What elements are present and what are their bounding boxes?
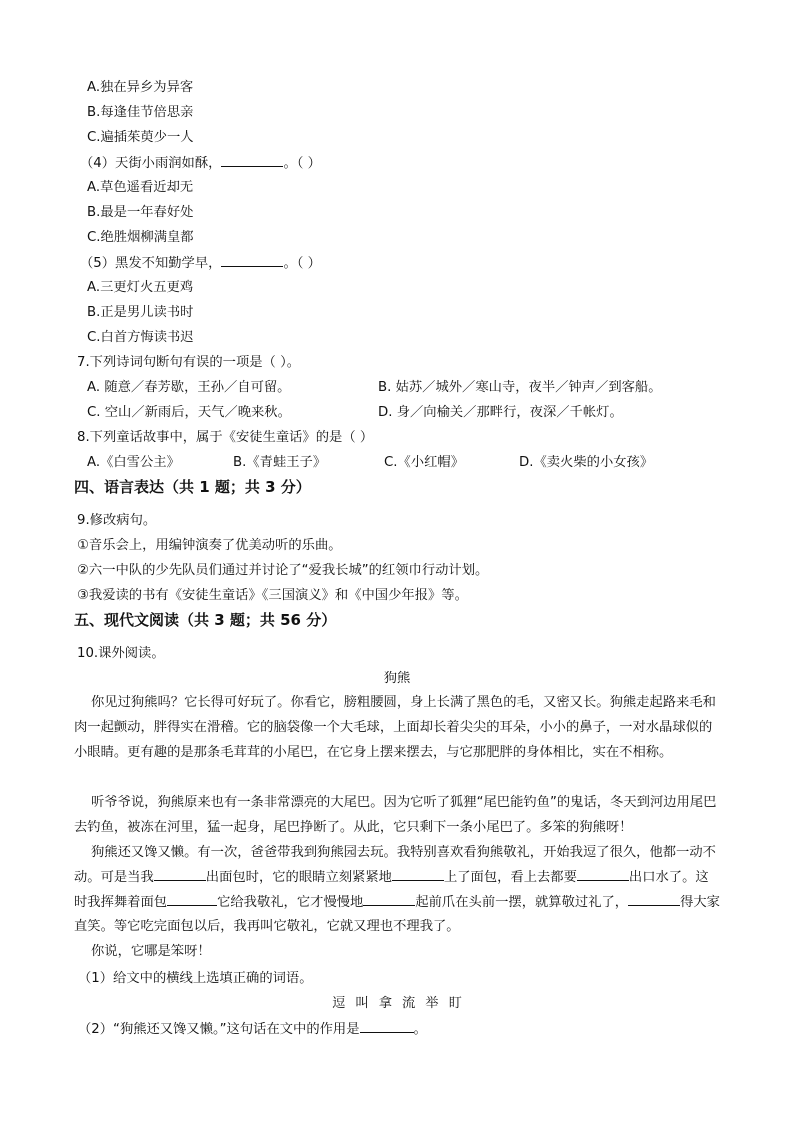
q6-5-option-b: B.正是男儿读书时 — [87, 305, 194, 320]
q10-sub-2-blank — [360, 1020, 414, 1033]
fill-blank-5 — [363, 893, 415, 906]
q10-sub-2-prefix: （2）“狗熊还又馋又懒。”这句话在文中的作用是 — [78, 1022, 360, 1037]
paragraph-3-part-3: 上了面包，看上去都要 — [443, 869, 577, 885]
q6-5-suffix: 。（ ） — [283, 256, 321, 271]
article-title: 狗熊 — [383, 671, 411, 686]
q6-4-suffix: 。（ ） — [283, 156, 321, 171]
q8-option-a: A.《白雪公主》 — [87, 455, 180, 470]
paragraph-3-part-6: 起前爪在头前一摆，就算敬过礼了， — [415, 894, 629, 910]
word-bank-item: 逗 — [332, 996, 346, 1011]
q9-sentence-1: ①音乐会上，用编钟演奏了优美动听的乐曲。 — [77, 538, 342, 553]
q8-option-b: B.《青蛙王子》 — [233, 455, 327, 470]
q6-5-blank — [221, 254, 283, 267]
q10-sub-1: （1）给文中的横线上选填正确的词语。 — [78, 971, 313, 986]
q6-3-option-b: B.每逢佳节倍思亲 — [87, 105, 194, 120]
q6-4-option-c: C.绝胜烟柳满皇都 — [87, 230, 194, 245]
section-4-heading: 四、语言表达（共 1 题；共 3 分） — [74, 478, 311, 496]
fill-blank-4 — [167, 893, 217, 906]
fill-blank-1 — [154, 868, 206, 881]
word-bank-item: 叫 — [355, 996, 369, 1011]
q6-3-option-c: C.遍插茱萸少一人 — [87, 130, 194, 145]
q7-option-c: C. 空山／新雨后，天气／晚来秋。 — [87, 405, 291, 420]
q6-3-option-a: A.独在异乡为异客 — [87, 80, 194, 95]
word-bank — [0, 995, 794, 1013]
q9-sentence-3: ③我爱读的书有《安徒生童话》《三国演义》和《中国少年报》等。 — [77, 588, 468, 603]
word-bank-item: 流 — [402, 996, 416, 1011]
q6-5-option-a: A.三更灯火五更鸡 — [87, 280, 194, 295]
word-bank-item: 拿 — [378, 996, 392, 1011]
fill-blank-3 — [577, 868, 629, 881]
article-paragraph-1: 你见过狗熊吗？它长得可好玩了。你看它，膀粗腰圆，身上长满了黑色的毛，又密又长。狗熊走起路来毛和肉一起颤动，胖得实在滑稽。它的脑袋像一个大毛球，上面却长着尖尖的耳朵，小小的鼻子，一对水晶球似的小眼睛。更有趣的是那条毛茸茸的小尾巴，在它身上摆来摆去，与它那肥胖的身体相比，实在不相称。 — [74, 695, 716, 760]
q8-stem: 8.下列童话故事中，属于《安徒生童话》的是（ ） — [77, 430, 374, 445]
q9-sentence-2: ②六一中队的少先队员们通过并讨论了“爱我长城”的红领巾行动计划。 — [77, 563, 489, 578]
paragraph-3-part-4: 出口水了。这时我挥舞着面包 — [74, 869, 709, 910]
paragraph-3-part-7: 得大家直笑。等它吃完面包以后，我再叫它敬礼，它就又理也不理我了。 — [74, 894, 720, 935]
q7-option-b: B. 姑苏／城外／寒山寺，夜半／钟声／到客船。 — [378, 380, 662, 395]
q6-4-option-b: B.最是一年春好处 — [87, 205, 194, 220]
q9-stem: 9.修改病句。 — [77, 513, 157, 528]
article-paragraph-2: 听爷爷说，狗熊原来也有一条非常漂亮的大尾巴。因为它听了狐狸“尾巴能钓鱼”的鬼话，冬天到河边用尾巴去钓鱼，被冻在河里，猛一起身，尾巴挣断了。从此，它只剩下一条小尾巴了。多笨的狗熊呀！ — [74, 795, 717, 835]
q7-option-d: D. 身／向榆关／那畔行，夜深／千帐灯。 — [378, 405, 623, 420]
q10-stem: 10.课外阅读。 — [77, 646, 165, 661]
q6-4-stem — [80, 154, 321, 173]
q7-stem: 7.下列诗词句断句有误的一项是（ ）。 — [77, 355, 301, 370]
paragraph-3-part-2: 出面包时，它的眼睛立刻紧紧地 — [205, 869, 392, 885]
word-bank-item: 举 — [425, 996, 439, 1011]
q10-sub-2 — [78, 1020, 427, 1039]
q7-option-a: A. 随意／春芳歇，王孙／自可留。 — [87, 380, 291, 395]
q8-option-d: D.《卖火柴的小女孩》 — [519, 455, 654, 470]
q8-option-c: C.《小红帽》 — [384, 455, 464, 470]
q10-sub-2-suffix: 。 — [413, 1022, 427, 1037]
paragraph-3-part-1: 狗熊还又馋又懒。有一次，爸爸带我到狗熊园去玩。我特别喜欢看狗熊敬礼，开始我逗了很久，他都一动不动。可是当我 — [74, 845, 716, 885]
q6-5-stem — [80, 254, 321, 273]
word-bank-item: 盯 — [448, 996, 462, 1011]
article-paragraph-4: 你说，它哪是笨呀！ — [91, 944, 211, 959]
section-5-heading: 五、现代文阅读（共 3 题；共 56 分） — [74, 611, 337, 629]
article-paragraph-3 — [74, 841, 720, 940]
fill-blank-6 — [628, 893, 680, 906]
fill-blank-2 — [392, 868, 444, 881]
q6-5-prefix: （5）黑发不知勤学早， — [80, 256, 222, 271]
q6-4-prefix: （4）天街小雨润如酥， — [80, 156, 222, 171]
q6-4-blank — [221, 154, 283, 167]
q6-4-option-a: A.草色遥看近却无 — [87, 180, 194, 195]
q6-5-option-c: C.白首方悔读书迟 — [87, 330, 194, 345]
paragraph-3-part-5: 它给我敬礼，它才慢慢地 — [217, 894, 364, 910]
